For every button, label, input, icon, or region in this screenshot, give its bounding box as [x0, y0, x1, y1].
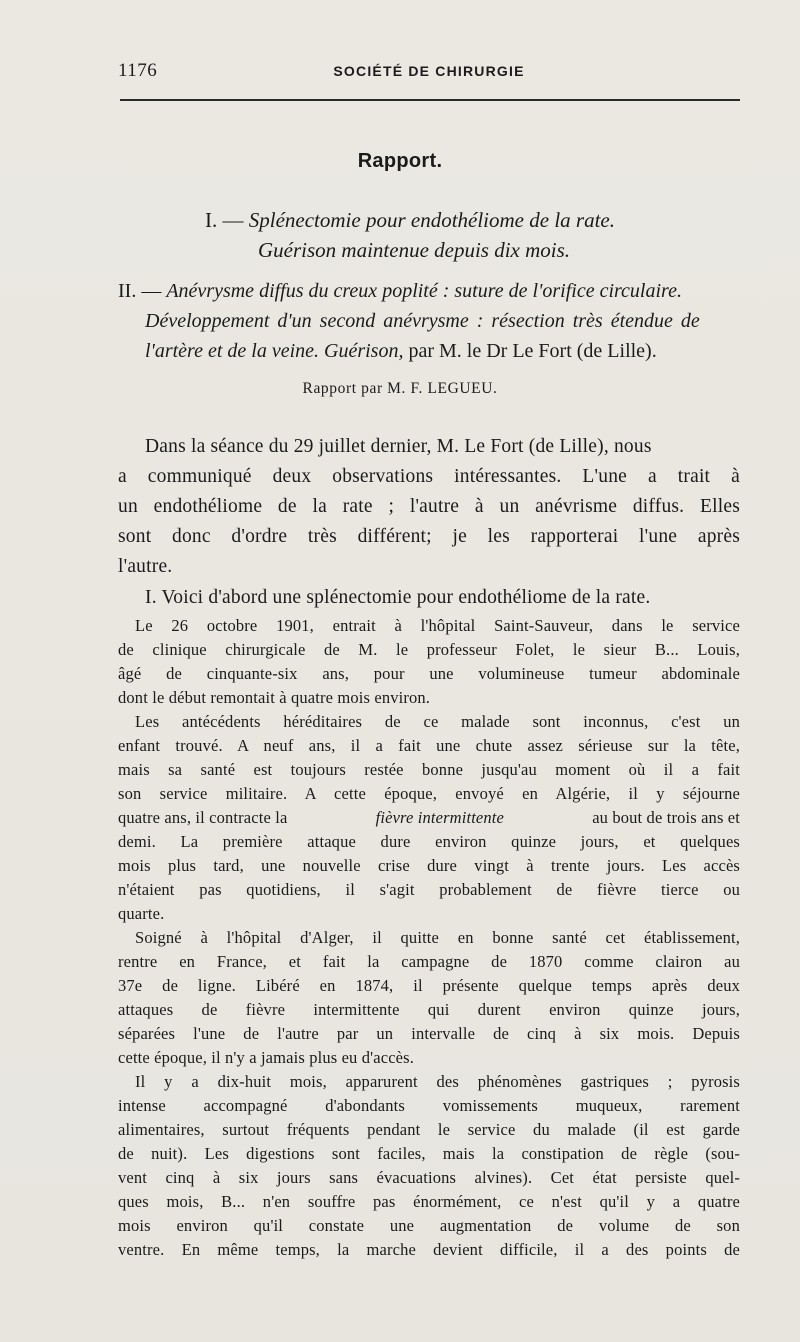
body-line: rentre en France, et fait la campagne de 1870 comme clairon au: [118, 952, 740, 971]
title-1-prefix: I. —: [205, 208, 249, 232]
intro-line: Dans la séance du 29 juillet dernier, M. Le Fort (de Lille), nous: [145, 436, 652, 457]
title-1-text-2: Guérison maintenue depuis dix mois.: [258, 238, 571, 262]
body-line: quarte.: [118, 904, 165, 923]
body-line: 37e de ligne. Libéré en 1874, il présente quelque temps après deux: [118, 976, 740, 995]
intro-line: a communiqué deux observations intéressantes. L'une a trait à: [118, 466, 740, 487]
body-line: attaques de fièvre intermittente qui durent environ quinze jours,: [118, 1000, 740, 1019]
body-line: séparées l'une de l'autre par un intervalle de cinq à six mois. Depuis: [118, 1024, 740, 1043]
title-2-text: Anévrysme diffus du creux poplité : suture de l'orifice circulaire.: [166, 280, 682, 302]
body-line: demi. La première attaque dure environ quinze jours, et quelques: [118, 832, 740, 851]
body-line: [118, 808, 740, 828]
page-header: [118, 60, 740, 88]
title-2-author: par M. le Dr Le Fort (de Lille).: [403, 340, 657, 362]
body-line: Les antécédents héréditaires de ce malade sont inconnus, c'est un: [135, 712, 740, 731]
intro-line: I. Voici d'abord une splénectomie pour endothéliome de la rate.: [145, 587, 651, 608]
body-line: son service militaire. A cette époque, envoyé en Algérie, il y séjourne: [118, 784, 740, 803]
title-1-text: Splénectomie pour endothéliome de la rate.: [248, 208, 615, 232]
body-line: mais sa santé est toujours restée bonne jusqu'au moment où il a fait: [118, 760, 740, 779]
body-line: mois environ qu'il constate une augmentation de volume de son: [118, 1216, 740, 1235]
body-line: intense accompagné d'abondants vomissements muqueux, rarement: [118, 1096, 740, 1115]
title-2-text-2: Développement d'un second anévrysme : résection très étendue de: [145, 310, 700, 332]
title-1-line-1: [205, 208, 615, 233]
body-line: âgé de cinquante-six ans, pour une volumineuse tumeur abdominale: [118, 664, 740, 683]
body-line: n'étaient pas quotidiens, il s'agit probablement de fièvre tierce ou: [118, 880, 740, 899]
page-number: 1176: [118, 60, 158, 81]
body-line: ques mois, B... n'en souffre pas énormément, ce n'est qu'il y a quatre: [118, 1192, 740, 1211]
report-byline: Rapport par M. F. LEGUEU.: [302, 380, 498, 397]
title-2-prefix: II. —: [118, 280, 167, 302]
body-line-segment: quatre ans, il contracte la: [118, 808, 288, 827]
body-line: cette époque, il n'y a jamais plus eu d'accès.: [118, 1048, 414, 1067]
body-line: enfant trouvé. A neuf ans, il a fait une chute assez sérieuse sur la tête,: [118, 736, 740, 755]
title-1-line-2: [258, 238, 570, 263]
intro-line: un endothéliome de la rate ; l'autre à un anévrisme diffus. Elles: [118, 496, 740, 517]
body-line: de nuit). Les digestions sont faciles, mais la constipation de règle (sou-: [118, 1144, 740, 1163]
title-2-line-1: [118, 280, 682, 303]
intro-line: sont donc d'ordre très différent; je les rapporterai l'une après: [118, 526, 740, 547]
body-line: mois plus tard, une nouvelle crise dure vingt à trente jours. Les accès: [118, 856, 740, 875]
title-2-line-3: [145, 340, 657, 363]
body-line: Il y a dix-huit mois, apparurent des phénomènes gastriques ; pyrosis: [135, 1072, 740, 1091]
running-title: SOCIÉTÉ DE CHIRURGIE: [333, 63, 525, 79]
body-line: Soigné à l'hôpital d'Alger, il quitte en bonne santé cet établissement,: [135, 928, 740, 947]
body-line: Le 26 octobre 1901, entrait à l'hôpital Saint-Sauveur, dans le service: [135, 616, 740, 635]
title-2-line-2: [145, 310, 700, 333]
body-line-italic: fièvre intermittente: [375, 808, 505, 827]
intro-line: l'autre.: [118, 556, 173, 577]
body-line: dont le début remontait à quatre mois environ.: [118, 688, 431, 707]
body-line: alimentaires, surtout fréquents pendant le service du malade (il est garde: [118, 1120, 740, 1139]
header-divider: [120, 99, 740, 101]
title-2-text-3: l'artère et de la veine. Guérison,: [145, 340, 404, 362]
body-line: ventre. En même temps, la marche devient difficile, il a des points de: [118, 1240, 740, 1259]
section-title: Rapport.: [357, 150, 443, 172]
body-line-segment: au bout de trois ans et: [592, 808, 740, 827]
body-line: vent cinq à six jours sans évacuations alvines). Cet état persiste quel-: [118, 1168, 740, 1187]
body-line: de clinique chirurgicale de M. le professeur Folet, le sieur B... Louis,: [118, 640, 740, 659]
